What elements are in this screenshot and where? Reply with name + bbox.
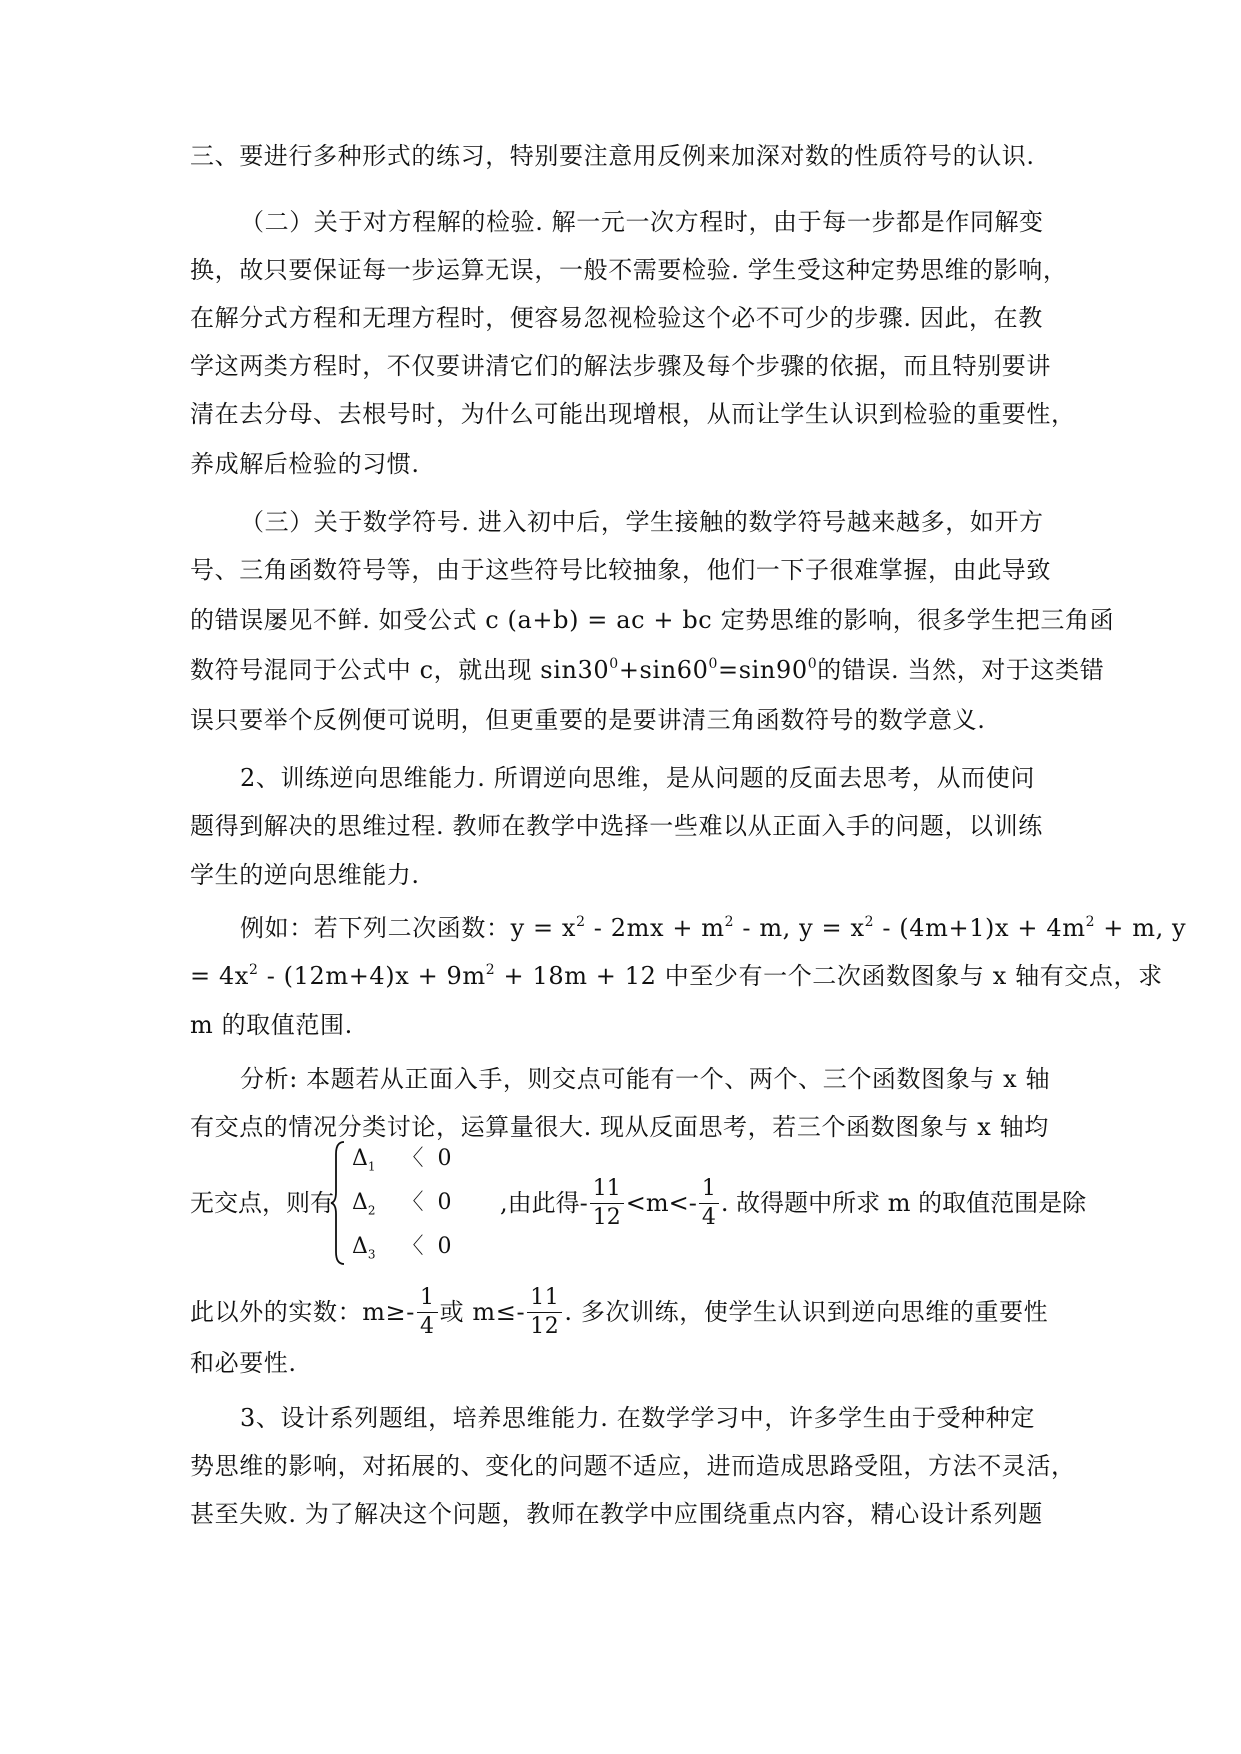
fraction — [699, 1175, 719, 1232]
relation-symbol: 〈 — [401, 1190, 424, 1215]
text-run: - 2mx + m — [585, 914, 725, 942]
text-line: 换，故只要保证每一步运算无误，一般不需要检验. 学生受这种定势思维的影响， — [190, 256, 1068, 284]
numerator: 11 — [527, 1284, 562, 1313]
fraction — [590, 1175, 624, 1232]
subscript: 3 — [367, 1247, 376, 1262]
superscript: 2 — [485, 962, 496, 978]
text-run: - (4m+1)x + 4m — [874, 914, 1086, 942]
text-line: （三）关于数学符号. 进入初中后，学生接触的数学符号越来越多，如开方 — [240, 508, 1044, 536]
text-line — [240, 908, 1186, 948]
numerator: 1 — [417, 1284, 438, 1313]
text-line — [190, 650, 1104, 690]
text-line: m 的取值范围. — [190, 1011, 353, 1039]
delta-symbol: Δ — [352, 1146, 368, 1171]
relation-symbol: 〈 — [401, 1146, 424, 1171]
delta-symbol: Δ — [352, 1190, 368, 1215]
subscript: 1 — [367, 1159, 376, 1174]
text-run: <m<- — [625, 1189, 697, 1217]
text-run: 此以外的实数：m≥- — [190, 1298, 415, 1326]
denominator: 12 — [592, 1204, 621, 1230]
left-brace-icon — [330, 1140, 346, 1266]
relation-symbol: 〈 — [401, 1234, 424, 1259]
text-run: 无交点，则有 — [190, 1189, 334, 1217]
text-run: 的错误. 当然，对于这类错 — [817, 656, 1105, 684]
text-run: 或 m≤- — [439, 1298, 526, 1326]
text-line: 三、要进行多种形式的练习，特别要注意用反例来加深对数的性质符号的认识. — [190, 142, 1035, 170]
system-row — [352, 1232, 452, 1269]
text-run: + m, y — [1095, 914, 1187, 942]
text-line — [190, 956, 1163, 996]
inequality-system-line — [190, 1140, 1087, 1266]
text-line: 学这两类方程时，不仅要讲清它们的解法步骤及每个步骤的依据，而且特别要讲 — [190, 352, 1051, 380]
superscript: 2 — [576, 914, 586, 930]
text-line: 2、训练逆向思维能力. 所谓逆向思维，是从问题的反面去思考，从而使问 — [240, 764, 1035, 792]
text-line: （二）关于对方程解的检验. 解一元一次方程时，由于每一步都是作同解变 — [240, 208, 1044, 236]
subscript: 2 — [367, 1203, 376, 1218]
superscript: 2 — [724, 914, 735, 930]
text-line: 误只要举个反例便可说明，但更重要的是要讲清三角函数符号的数学意义. — [190, 706, 986, 734]
denominator: 4 — [419, 1313, 435, 1339]
text-line: 分析: 本题若从正面入手，则交点可能有一个、两个、三个函数图象与 x 轴 — [240, 1065, 1051, 1093]
text-line: 在解分式方程和无理方程时，便容易忽视检验这个必不可少的步骤. 因此，在教 — [190, 304, 1043, 332]
text-line: 甚至失败. 为了解决这个问题，教师在教学中应围绕重点内容，精心设计系列题 — [190, 1500, 1043, 1528]
superscript: 0 — [807, 656, 818, 672]
text-run: ,由此得- — [500, 1189, 588, 1217]
superscript: 2 — [248, 962, 259, 978]
superscript: 0 — [609, 656, 619, 672]
fraction — [527, 1284, 562, 1341]
text-run: = 4x — [190, 962, 249, 990]
delta-symbol: Δ — [352, 1234, 368, 1259]
superscript: 2 — [1085, 914, 1096, 930]
text-line — [190, 1282, 1048, 1342]
text-run: + 18m + 12 中至少有一个二次函数图象与 x 轴有交点，求 — [495, 962, 1163, 990]
text-line: 的错误屡见不鲜. 如受公式 c (a+b) = ac + bc 定势思维的影响，很多学生把三角函 — [190, 606, 1115, 634]
text-line: 清在去分母、去根号时，为什么可能出现增根，从而让学生认识到检验的重要性， — [190, 400, 1076, 428]
text-run: 数符号混同于公式中 c，就出现 sin30 — [190, 656, 610, 684]
superscript: 0 — [708, 656, 719, 672]
text-run: - m, y = x — [734, 914, 865, 942]
text-run: 例如：若下列二次函数：y = x — [240, 914, 577, 942]
text-line: 3、设计系列题组，培养思维能力. 在数学学习中，许多学生由于受种种定 — [240, 1404, 1035, 1432]
text-run: =sin90 — [718, 656, 808, 684]
text-line: 势思维的影响，对拓展的、变化的问题不适应，进而造成思路受阻，方法不灵活， — [190, 1452, 1076, 1480]
text-run: - (12m+4)x + 9m — [258, 962, 486, 990]
value: 0 — [437, 1190, 452, 1215]
system-row — [352, 1144, 452, 1181]
superscript: 2 — [864, 914, 875, 930]
text-line: 题得到解决的思维过程. 教师在教学中选择一些难以从正面入手的问题，以训练 — [190, 812, 1043, 840]
denominator: 12 — [530, 1313, 560, 1339]
text-line: 和必要性. — [190, 1349, 297, 1377]
fraction — [417, 1284, 438, 1341]
denominator: 4 — [701, 1204, 716, 1230]
text-line: 号、三角函数符号等，由于这些符号比较抽象，他们一下子很难掌握，由此导致 — [190, 556, 1051, 584]
system-row — [352, 1188, 452, 1225]
text-run: +sin60 — [618, 656, 709, 684]
numerator: 1 — [699, 1175, 719, 1204]
text-run: . 故得题中所求 m 的取值范围是除 — [720, 1189, 1087, 1217]
text-run: . 多次训练，使学生认识到逆向思维的重要性 — [564, 1298, 1049, 1326]
text-line: 有交点的情况分类讨论，运算量很大. 现从反面思考，若三个函数图象与 x 轴均 — [190, 1113, 1049, 1141]
value: 0 — [437, 1146, 452, 1171]
value: 0 — [437, 1234, 452, 1259]
system-conclusion — [500, 1168, 1086, 1238]
text-line: 学生的逆向思维能力. — [190, 861, 420, 889]
text-line: 养成解后检验的习惯. — [190, 450, 420, 478]
numerator: 11 — [590, 1175, 624, 1204]
